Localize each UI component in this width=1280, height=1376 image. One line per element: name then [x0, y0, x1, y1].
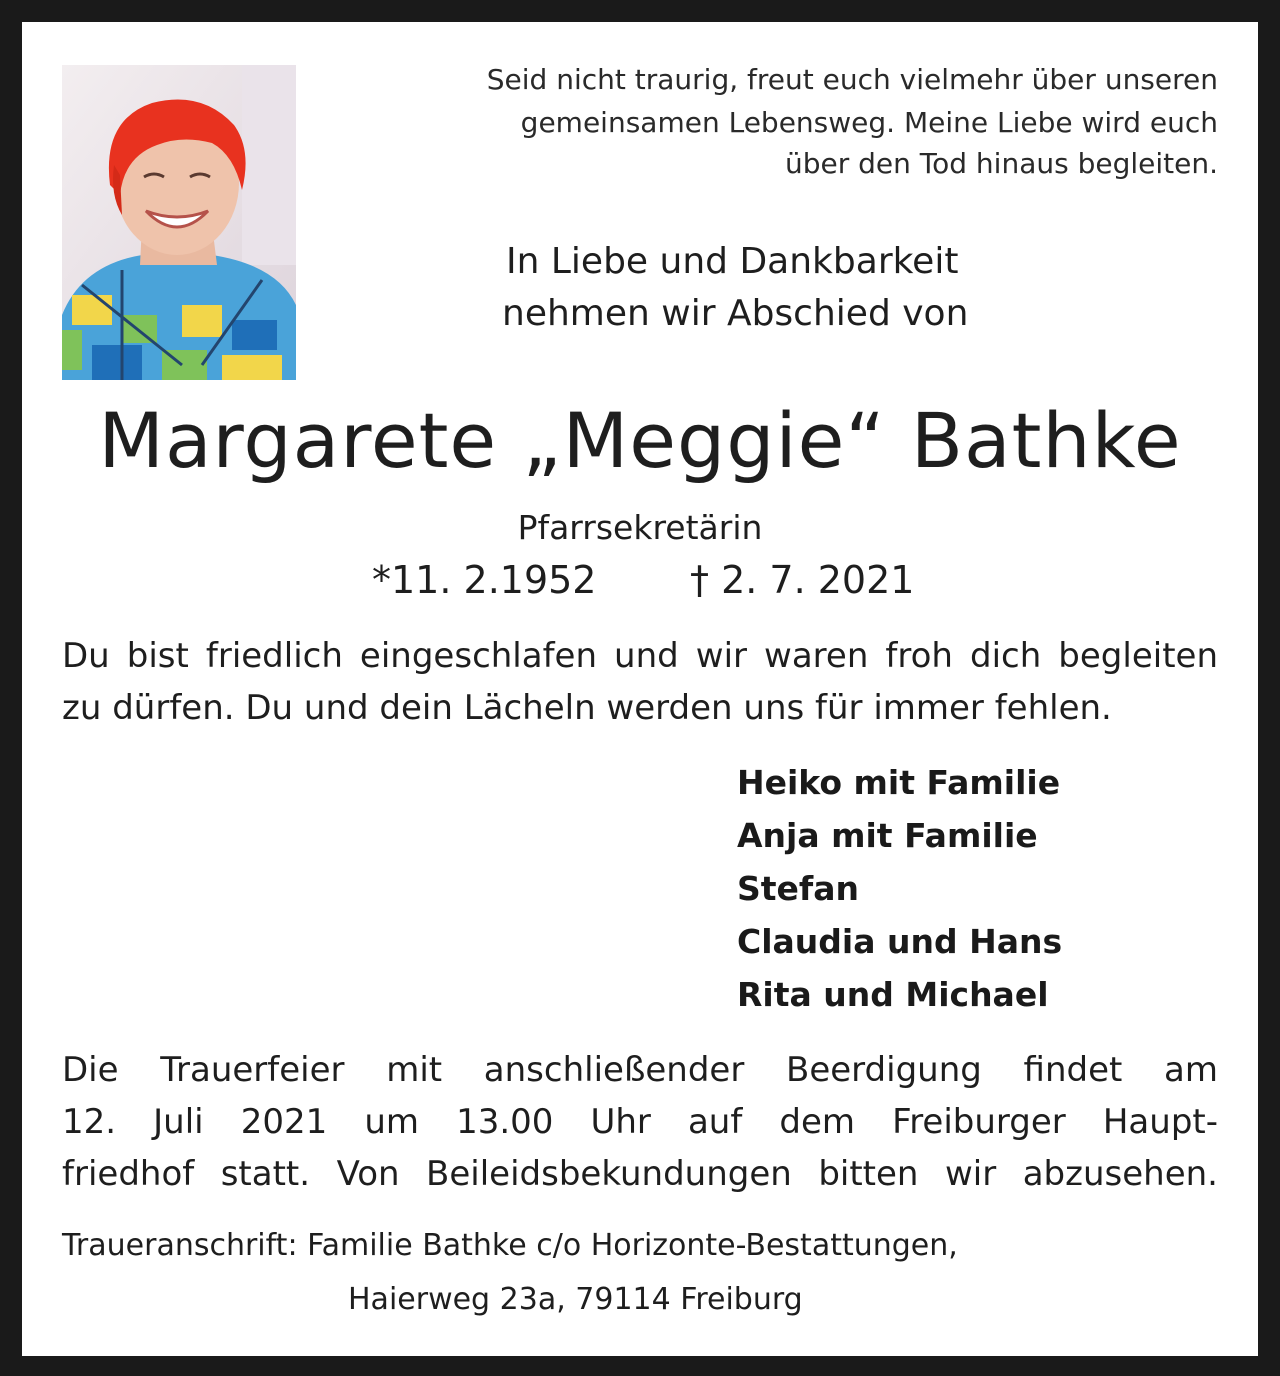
death-date: † 2. 7. 2021 [690, 558, 915, 602]
obituary-notice [22, 22, 1258, 1356]
quote-line: Seid nicht traurig, freut euch vielmehr über unseren [486, 63, 1218, 96]
intro-line: nehmen wir Abschied von [502, 293, 969, 334]
ceremony-text [62, 1096, 1218, 1148]
mourner: Rita und Michael [737, 975, 1049, 1014]
mourner: Heiko mit Familie [737, 763, 1061, 802]
ceremony-line: 12. Juli 2021 um 13.00 Uhr auf dem Freiburger Haupt- [62, 1102, 1218, 1142]
mourner: Claudia und Hans [737, 922, 1063, 961]
farewell-text [62, 630, 1218, 682]
ceremony-line: friedhof statt. Von Beileidsbekundungen bitten wir abzusehen. [62, 1154, 1218, 1194]
farewell-line: zu dürfen. Du und dein Lächeln werden uns für immer fehlen. [62, 688, 1112, 728]
farewell-line: Du bist friedlich eingeschlafen und wir waren froh dich begleiten [62, 636, 1218, 676]
mourner: Stefan [737, 869, 860, 908]
portrait-photo [62, 65, 296, 380]
intro-line: In Liebe und Dankbarkeit [506, 241, 959, 282]
mourning-address: Haierweg 23a, 79114 Freiburg [348, 1282, 803, 1317]
quote-line: gemeinsamen Lebensweg. Meine Liebe wird euch [520, 106, 1218, 139]
mourner: Anja mit Familie [737, 816, 1038, 855]
ceremony-text [62, 1044, 1218, 1096]
quote-line: über den Tod hinaus begleiten. [784, 147, 1218, 180]
role: Pfarrsekretärin [517, 508, 763, 547]
birth-date: *11. 2.1952 [372, 558, 597, 602]
deceased-name: Margarete „Meggie“ Bathke [98, 396, 1182, 485]
farewell-text [62, 682, 1218, 734]
mourning-address: Traueranschrift: Familie Bathke c/o Horizonte-Bestattungen, [62, 1228, 958, 1263]
ceremony-line: Die Trauerfeier mit anschließender Beerdigung findet am [62, 1050, 1218, 1090]
ceremony-text [62, 1148, 1218, 1200]
